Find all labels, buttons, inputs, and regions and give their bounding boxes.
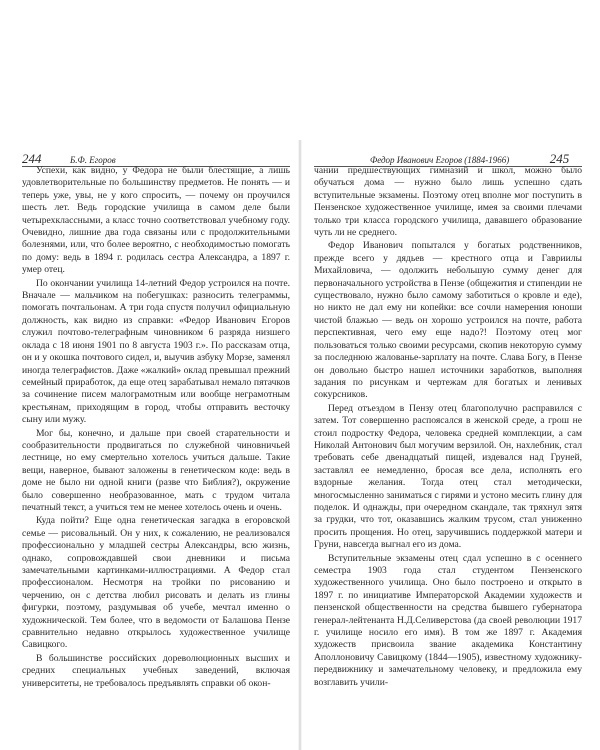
right-paragraph: Перед отъездом в Пензу отец благополучно расправился с затем. Тот совершенно распоясался в женской среде, а грош не стоил подростку Федора, человека средней комплекции, а сам Николай Антонович был могучим верзилой. Он, нахлебник, стал требовать себе двенадцатый пищей, издевался над Груней, заставлял ее немедленно, бросая все дела, исполнять его вздорные желания. Тогда отец стал методически, многосмысленно заниматься с гирями и устоно месить глину для поделок. И однажды, при очередном скандале, так тряхнул зятя за грудки, что тот, оказавшись жалким трусом, стал униженно просить прощения. Но отец, заручившись поддержкой матери и Груни, навсегда выгнал его из дома. xyxy=(314,402,582,551)
left-paragraph: Куда пойти? Еще одна генетическая загадка в егоровской семье — рисовальный. Он у них, к сожалению, не реализовался профессионально у младшей сестры Александры, всю жизнь, однако, сопровождавшей свои дневники и письма замечательными картинками-иллюстрациями. А Федор стал профессионалом. Несмотря на тройки по рисованию и черчению, он с детства любил рисовать и делать из глины фигурки, поэтому, раздумывая об учебе, мечтал именно о художнической. Тем более, что в ведомости от Балашова Пензе сравнительно недавно открылось художественное училище Савицкого. xyxy=(22,515,290,651)
left-paragraph: Успехи, как видно, у Федора не были блестящие, а лишь удовлетворительные по большинству предметов. Не понять — и теперь уже, увы, не у кого спросить, — почему он проучился шесть лет. Ведь городские училища в самом деле были четырехклассными, а класс точно соответствовал учебному году. Очевидно, лишние два года связаны или с продолжительными болезнями, или, что более вероятно, с необходимостью помогать по дому: ведь в 1894 г. родилась сестра Александра, а 1897 г. умер отец. xyxy=(22,165,290,276)
right-paragraph: чании предшествующих гимназий и школ, можно было обучаться дома — нужно было лишь успешно сдать вступительные экзамены. Поэтому отец вполне мог поступить в Пензенское художественное училище, имея за своими плечами только три класса городского училища, дававшего образование чуть ли не среднего. xyxy=(314,165,582,239)
left-page-body xyxy=(22,165,290,690)
right-page-header xyxy=(370,153,569,165)
left-page-header xyxy=(22,153,116,165)
book-gutter xyxy=(298,140,302,750)
left-paragraph: По окончании училища 14-летний Федор устроился на почте. Вначале — мальчиком на побегушках: разносить телеграммы, помогать почтальонам. А три года спустя получил официальную должность, как видно из справки: «Федор Иванович Егоров служил почтово-телеграфным чиновником 6 разряда низшего оклада с 18 июня 1901 по 8 августа 1903 г.». По рассказам отца, он и у окошка почтового сидел, и, выучив азбуку Морзе, заменял иногда телеграфистов. Даже «жалкий» оклад превышал прежний семейный приработок, да еще отец зарабатывал немало пятачков за сочинение писем малограмотным или вообще неграмотным крестьянам, приходящим в город, чтобы отправить весточку сыну или мужу. xyxy=(22,277,290,426)
right-paragraph: Вступительные экзамены отец сдал успешно в с осеннего семестра 1903 года стал студентом Пензенского художественного училища. Оно было построено и открыто в 1897 г. по инициативе Императорской Академии художеств и пензенской общественности на средства бывшего губернатора генерал-лейтенанта Н.Д.Селиверстова (да своей революции 1917 г. училище носило его имя). В том же 1897 г. Академия художеств присвоила звание академика Константину Аполлоновичу Савицкому (1844—1905), известному художнику-передвижнику и замечательному человеку, и предложила ему возглавить учили- xyxy=(314,552,582,688)
right-paragraph: Федор Иванович попытался у богатых родственников, прежде всего у дядьев — крестного отца и Гавриилы Михайловича, — одолжить небольшую сумму денег для первоначального устройства в Пензе (общежития и стипендии не существовало, нужно было самому заботиться о кровле и еде), но никто не дал ему ни копейки: все сочли намерения юноши чистой блажью — ведь он хорошо устроился на почте, работа перспективная, чего ему еще надо?! Поэтому отец мог пользоваться только своими ресурсами, скопив некоторую сумму за последнюю жалованье-зарплату на почте. Слава Богу, в Пензе он довольно быстро нашел источники заработков, выполняя задания по рисункам и чертежам для богатых и ленивых сокурсников. xyxy=(314,240,582,401)
left-paragraph: Мог бы, конечно, и дальше при своей старательности и сообразительности продвигаться по служебной чиновничьей лестнице, но ему смертельно хотелось учиться дальше. Такие вещи, наверное, бывают заложены в генетическом коде: ведь в доме не было ни одной книги (разве что Библия?), окружение было совершенно необразованное, мать с трудом читала печатный текст, а учиться тем не менее хотелось очень и очень. xyxy=(22,427,290,513)
left-page-number: 244 xyxy=(22,151,42,166)
right-page-body xyxy=(314,165,582,689)
right-running-head: Федор Иванович Егоров (1884-1966) xyxy=(370,155,510,165)
right-page-number: 245 xyxy=(549,151,570,166)
left-paragraph: В большинстве российских дореволюционных высших и средних специальных учебных заведений, включая университеты, не требовалось предъявлять справки об окон- xyxy=(22,652,290,689)
left-running-head: Б.Ф. Егоров xyxy=(70,155,116,165)
